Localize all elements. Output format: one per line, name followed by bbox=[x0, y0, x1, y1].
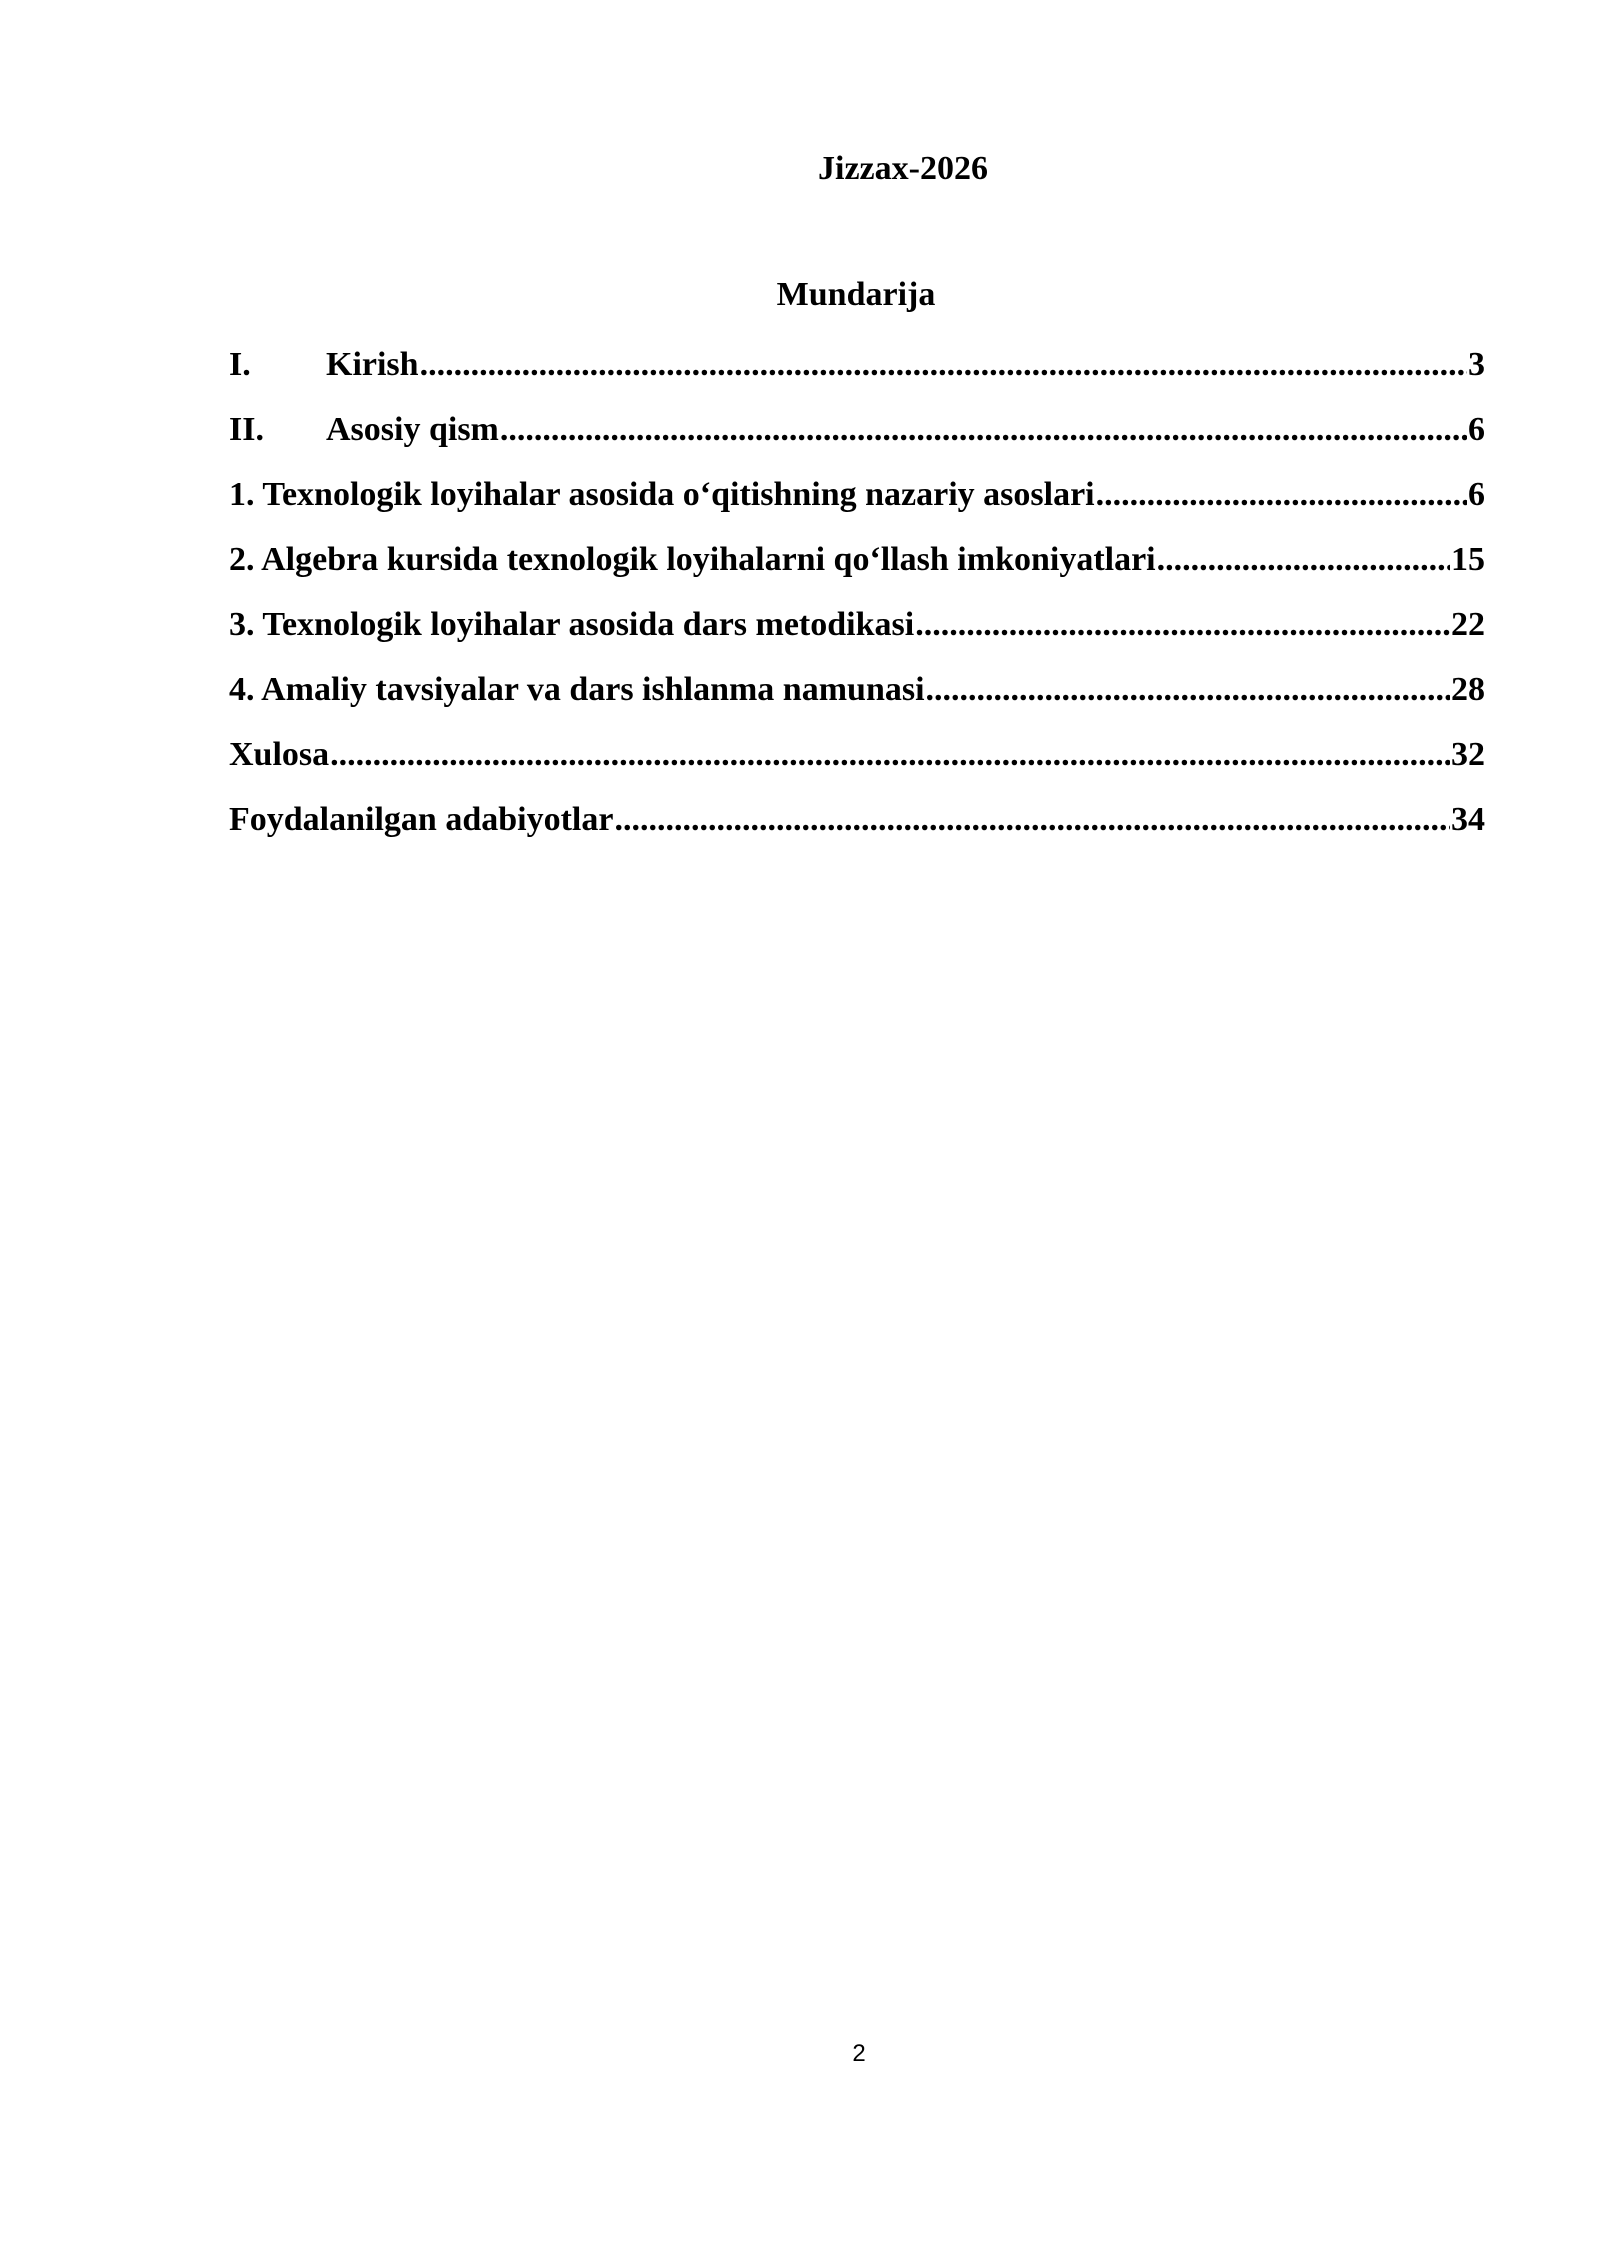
toc-entry-label: 4. Amaliy tavsiyalar va dars ishlanma namunasi bbox=[229, 671, 925, 708]
toc-entry-page: 6 bbox=[1468, 411, 1485, 448]
toc-entry-label: Kirish bbox=[326, 346, 419, 383]
toc-entry-label: Xulosa bbox=[229, 736, 330, 773]
toc-entry-page: 34 bbox=[1451, 801, 1485, 838]
toc-entry-page: 22 bbox=[1451, 606, 1485, 643]
page-number: 2 bbox=[852, 2040, 866, 2067]
toc-entry-section-2[interactable] bbox=[229, 541, 1485, 606]
toc-entry-section-3[interactable] bbox=[229, 606, 1485, 671]
toc-entry-label: 2. Algebra kursida texnologik loyihalarni qo‘llash imkoniyatlari bbox=[229, 541, 1156, 578]
toc-entry-page: 15 bbox=[1451, 541, 1485, 578]
toc-entry-page: 3 bbox=[1468, 346, 1485, 383]
toc-entry-section-4[interactable] bbox=[229, 671, 1485, 736]
toc-entry-page: 6 bbox=[1468, 476, 1485, 513]
toc-dot-leader bbox=[926, 671, 1450, 709]
toc-entry-number: II. bbox=[229, 411, 264, 448]
toc-dot-leader bbox=[614, 801, 1450, 839]
toc-entry-number: I. bbox=[229, 346, 251, 383]
toc-entry-page: 28 bbox=[1451, 671, 1485, 708]
toc-dot-leader bbox=[1096, 476, 1467, 514]
toc-entry-asosiy-qism[interactable] bbox=[229, 411, 1485, 476]
toc-entry-label: 3. Texnologik loyihalar asosida dars metodikasi bbox=[229, 606, 915, 643]
toc-dot-leader bbox=[500, 411, 1467, 449]
toc-entry-section-1[interactable] bbox=[229, 476, 1485, 541]
toc-dot-leader bbox=[330, 736, 1450, 774]
toc-dot-leader bbox=[1157, 541, 1450, 579]
toc-dot-leader bbox=[915, 606, 1450, 644]
toc-entry-adabiyotlar[interactable] bbox=[229, 801, 1485, 866]
city-year-heading: Jizzax-2026 bbox=[818, 150, 988, 187]
toc-entry-kirish[interactable] bbox=[229, 346, 1485, 411]
toc-dot-leader bbox=[420, 346, 1467, 384]
toc-entry-page: 32 bbox=[1451, 736, 1485, 773]
toc-title: Mundarija bbox=[776, 276, 936, 313]
toc-entry-xulosa[interactable] bbox=[229, 736, 1485, 801]
toc-entry-label: 1. Texnologik loyihalar asosida o‘qitishning nazariy asoslari bbox=[229, 476, 1095, 513]
toc-entry-label: Foydalanilgan adabiyotlar bbox=[229, 801, 614, 838]
table-of-contents bbox=[229, 346, 1485, 866]
toc-entry-label: Asosiy qism bbox=[326, 411, 499, 448]
